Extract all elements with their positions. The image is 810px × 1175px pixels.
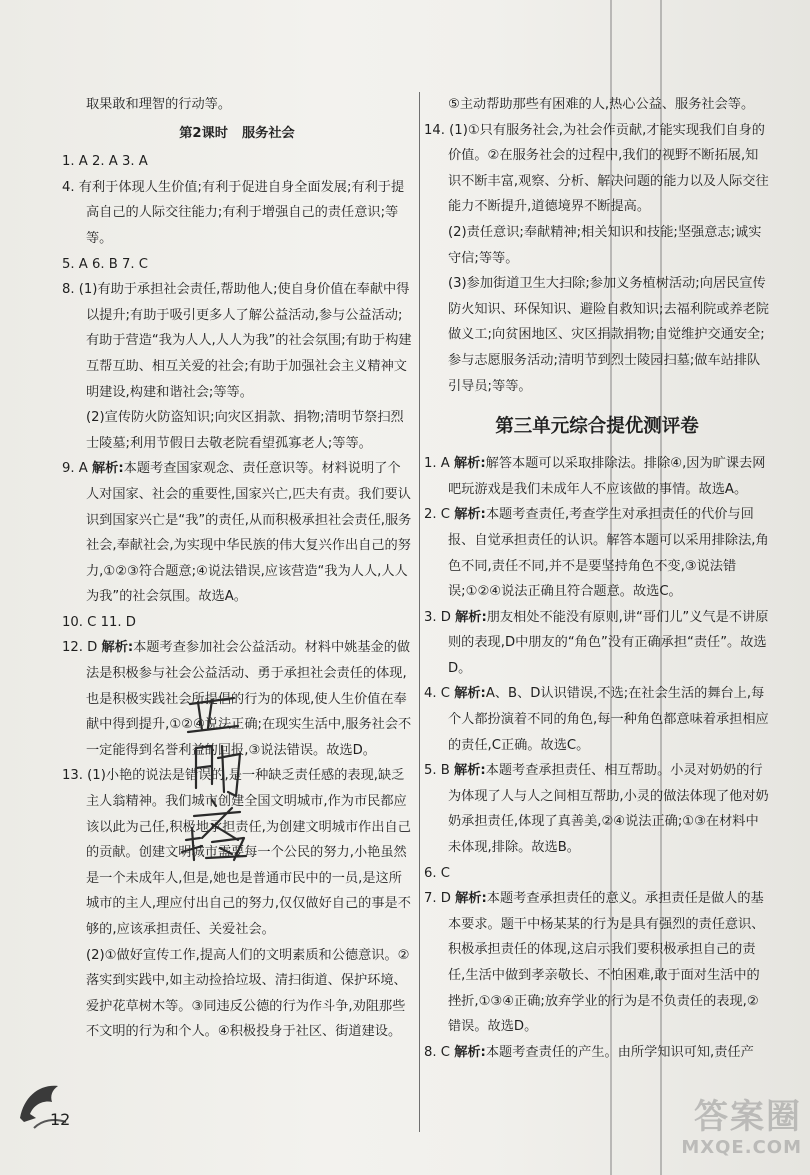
analysis-label: 解析:: [455, 609, 487, 625]
answer-paragraph: 取果敢和理智的行动等。: [86, 97, 232, 112]
answer-paragraph: (3)参加街道卫生大扫除;参加义务植树活动;向居民宣传防火知识、环保知识、避险自救知识;去福利院或养老院做义工;向贫困地区、灾区捐款捐物;自觉维护交通安全;参与志愿服务活动;清明节到烈士陵园扫墓;做车站排队引导员;等等。: [448, 276, 769, 394]
answer-paragraph: (2)宣传防火防盗知识;向灾区捐款、捐物;清明节祭扫烈士陵墓;利用节假日去敬老院看望孤寡老人;等等。: [86, 410, 404, 451]
site-watermark: [652, 1097, 802, 1167]
left-column: [62, 92, 412, 1045]
analysis-label: 解析:: [92, 461, 124, 477]
answer-item: 1. A 解析:解答本题可以采取排除法。排除④,因为旷课去网吧玩游戏是我们未成年人不应该做的事情。故选A。: [424, 456, 766, 497]
right-column: [424, 92, 770, 1065]
analysis-label: 解析:: [454, 763, 486, 779]
analysis-label: 解析:: [454, 507, 486, 523]
answer-item: 9. A 解析:本题考查国家观念、责任意识等。材料说明了个人对国家、社会的重要性,国家兴亡,匹夫有责。我们要认识到国家兴亡是“我”的责任,从而积极承担社会责任,服务社会,奉献社会,为实现中华民族的伟大复兴作出自己的努力,①②③符合题意;④说法错误,应该营造“我为人人,人人为我”的社会氛围。故选A。: [62, 461, 412, 605]
answer-item: 4. 有利于体现人生价值;有利于促进自身全面发展;有利于提高自己的人际交往能力;有利于增强自己的责任意识;等等。: [62, 179, 405, 246]
answer-item: 12. D 解析:本题考查参加社会公益活动。材料中姚基金的做法是积极参与社会公益活动、勇于承担社会责任的体现,也是积极实践社会所提倡的行为的体现,使人生价值在奉献中得到提升,①②④说法正确;在现实生活中,服务社会不一定能得到名誉利益的回报,③说法错误。故选D。: [62, 640, 412, 758]
page-number: 12: [50, 1110, 71, 1129]
answer-item: 4. C 解析:A、B、D认识错误,不选;在社会生活的舞台上,每个人都扮演着不同的角色,每一种角色都意味着承担相应的责任,C正确。故选C。: [424, 686, 769, 753]
answer-item: 8. (1)有助于承担社会责任,帮助他人;使自身价值在奉献中得以提升;有助于吸引更多人了解公益活动,参与公益活动;有助于营造“我为人人,人人为我”的社会氛围;有助于构建互帮互助、相互关爱的社会;有助于加强社会主义精神文明建设,构建和谐社会;等等。: [62, 282, 412, 400]
answer-item: 8. C 解析:本题考查责任的产生。由所学知识可知,责任产: [424, 1044, 754, 1060]
answer-paragraph: (2)①做好宣传工作,提高人们的文明素质和公德意识。②落实到实践中,如主动捡拾垃圾、清扫街道、保护环境、爱护花草树木等。③同违反公德的行为作斗争,劝阻那些不文明的行为和个人。④积极投身于社区、街道建设。: [86, 947, 410, 1040]
page-number-badge: [14, 1072, 84, 1142]
watermark-logo: 答案圈: [694, 1097, 802, 1137]
answer-item: 6. C: [424, 865, 450, 881]
answer-paragraph: ⑤主动帮助那些有困难的人,热心公益、服务社会等。: [448, 97, 755, 112]
analysis-label: 解析:: [101, 640, 134, 656]
unit-test-title: 第三单元综合提优测评卷: [495, 416, 699, 438]
analysis-label: 解析:: [455, 891, 487, 907]
answer-item: 13. (1)小艳的说法是错误的,是一种缺乏责任感的表现,缺乏主人翁精神。我们城市创建全国文明城市,作为市民都应该以此为己任,积极地承担责任,为创建文明城市作出自己的贡献。创建文明城市需要每一个公民的努力,小艳虽然是一个未成年人,但是,她也是普通市民中的一员,是这所城市的主人,理应付出自己的努力,仅仅做好自己的事是不够的,应该承担责任、关爱社会。: [62, 768, 411, 937]
answer-item: 5. B 解析:本题考查承担责任、相互帮助。小灵对奶奶的行为体现了人与人之间相互帮助,小灵的做法体现了他对奶奶承担责任,体现了真善美,②④说法正确;①③在材料中未体现,排除。故选B。: [424, 763, 769, 856]
answer-item: 14. (1)①只有服务社会,为社会作贡献,才能实现我们自身的价值。②在服务社会的过程中,我们的视野不断拓展,知识不断丰富,观察、分析、解决问题的能力以及人际交往能力不断提升,道德境界不断提高。: [424, 122, 769, 215]
analysis-label: 解析:: [454, 686, 486, 702]
analysis-label: 解析:: [454, 456, 486, 472]
column-divider: [419, 92, 420, 1132]
answer-item: 7. D 解析:本题考查承担责任的意义。承担责任是做人的基本要求。题干中杨某某的行为是具有强烈的责任意识、积极承担责任的体现,这启示我们要积极承担自己的责任,生活中做到孝亲敬长、不怕困难,敢于面对生活中的挫折,①③④正确;放弃学业的行为是不负责任的表现,②错误。故选D。: [424, 891, 765, 1035]
answer-item: 3. D 解析:朋友相处不能没有原则,讲“哥们儿”义气是不讲原则的表现,D中朋友的“角色”没有正确承担“责任”。故选D。: [424, 609, 769, 676]
handwriting-scribble: [172, 688, 262, 863]
lesson-number: 第2课时: [179, 125, 228, 141]
answer-paragraph: (2)责任意识;奉献精神;相关知识和技能;坚强意志;诚实守信;等等。: [448, 224, 762, 266]
answer-item: 5. A 6. B 7. C: [62, 256, 148, 272]
lesson-topic: 服务社会: [242, 125, 295, 141]
watermark-url: MXQE.COM: [681, 1137, 802, 1158]
answer-item: 2. C 解析:本题考查责任,考查学生对承担责任的代价与回报、自觉承担责任的认识。解答本题可以采用排除法,角色不同,责任不同,并不是要坚持角色不变,③说法错误;①②④说法正确且符合题意。故选C。: [424, 507, 769, 600]
answer-item: 1. A 2. A 3. A: [62, 154, 148, 170]
analysis-label: 解析:: [454, 1044, 486, 1060]
lesson-heading: [62, 121, 412, 147]
answer-item: 10. C 11. D: [62, 614, 136, 630]
